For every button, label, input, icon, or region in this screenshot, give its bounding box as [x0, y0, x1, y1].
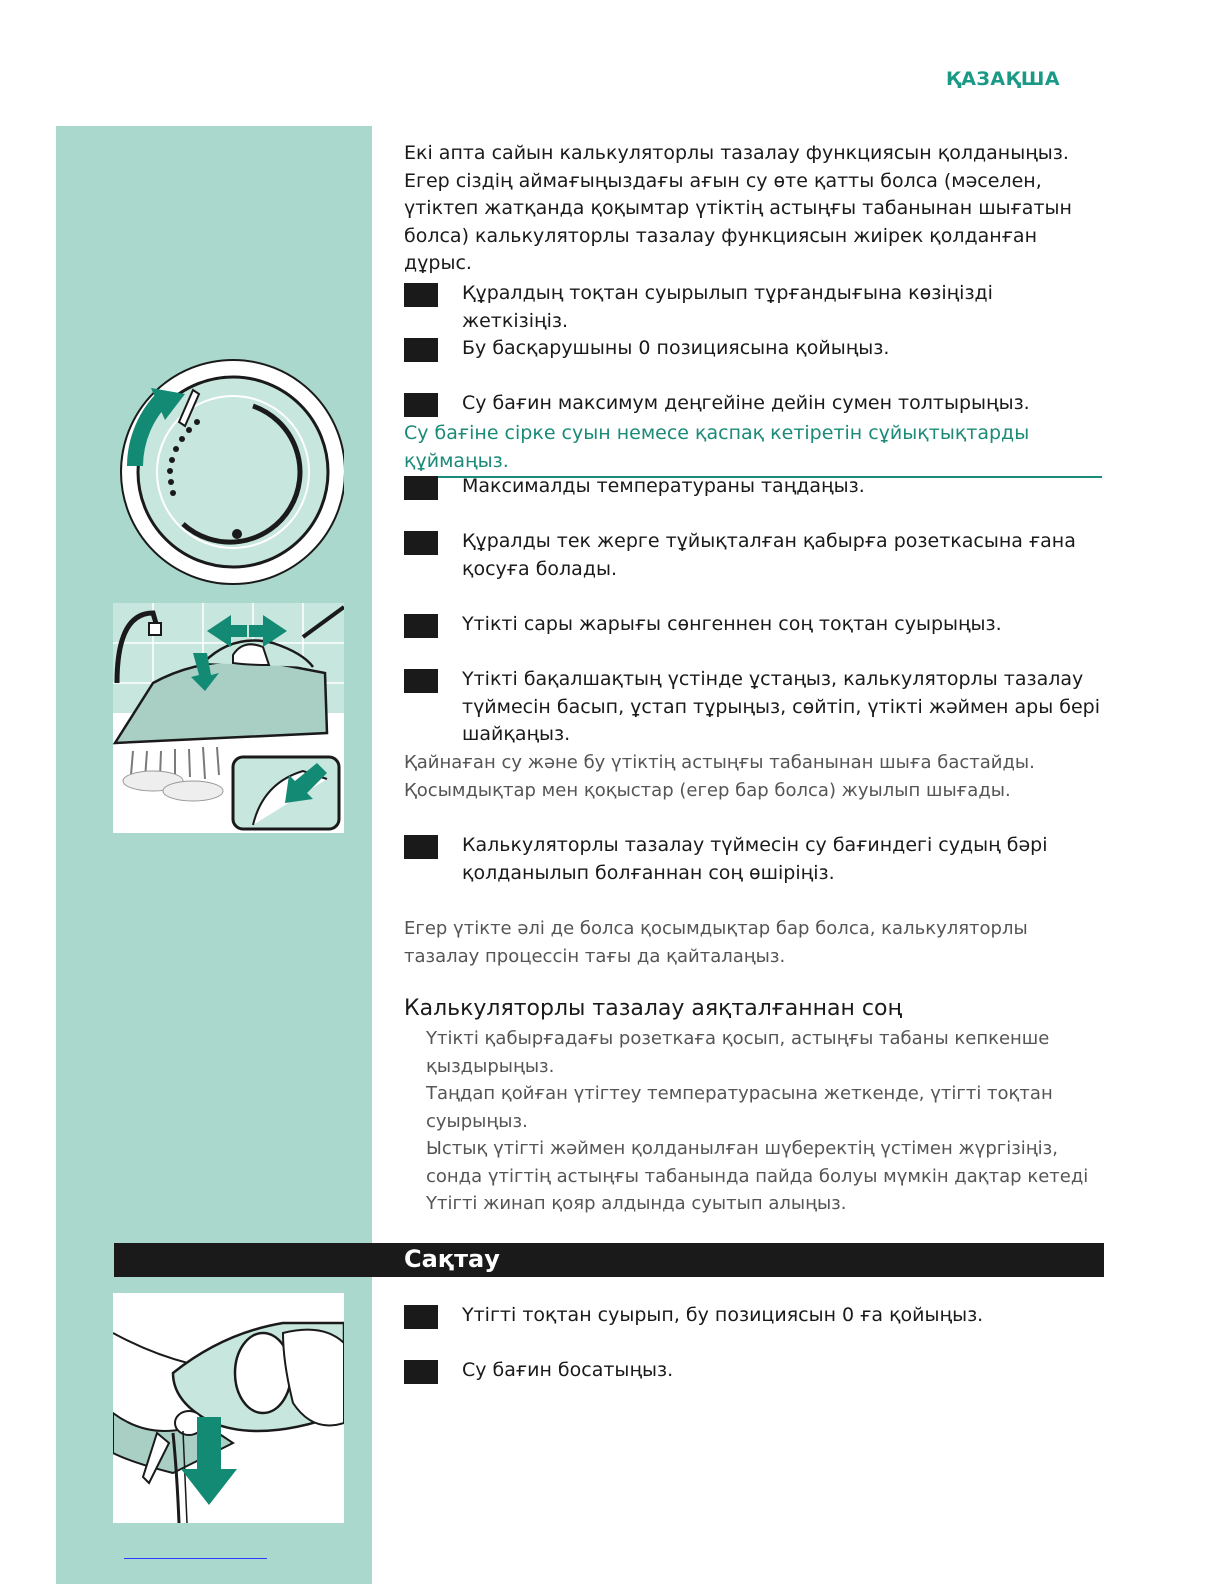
step-bullet: [404, 835, 438, 859]
empty-tank-illustration: [113, 1293, 344, 1523]
after-line-3: Ыстық үтігті жәймен қолданылған шүберектің үстімен жүргізіңіз, сонда үтігтің астыңғы табанында пайда болуы мүмкін дақтар кетеді: [426, 1138, 1089, 1187]
step-bullet: [404, 531, 438, 555]
descaling-iron-illustration: [113, 603, 344, 833]
step-text: Үтігті тоқтан суырып, бу позициясын 0 ға қойыңыз.: [462, 1304, 984, 1326]
step-text: Су бағин босатыңыз.: [462, 1359, 674, 1381]
step-text: Үтікті сары жарығы сөнгеннен соң тоқтан суырыңыз.: [462, 613, 1002, 635]
step-bullet: [404, 476, 438, 500]
storage-banner: [114, 1243, 1104, 1277]
step-bullet: [404, 669, 438, 693]
step-text: Су бағин максимум деңгейіне дейін сумен толтырыңыз.: [462, 392, 1030, 414]
storage-title: Сақтау: [404, 1245, 500, 1273]
boiling-note: Қайнаған су және бу үтіктің астыңғы табанынан шыға бастайды.: [404, 752, 1035, 773]
step-bullet: [404, 1360, 438, 1384]
step-text: Үтікті бақалшақтың үстінде ұстаңыз, калькуляторлы тазалау түймесін басып, ұстап тұрыңыз, сөйтіп, үтікті жәймен ары бері шайқаңыз.: [462, 668, 1101, 745]
step-bullet: [404, 1305, 438, 1329]
step-bullet: [404, 283, 438, 307]
step-text: Калькуляторлы тазалау түймесін су бағиндегі судың бәрі қолданылып болғаннан соң өшіріңіз.: [462, 834, 1048, 884]
after-descaling-heading: Калькуляторлы тазалау аяқталғаннан соң: [404, 996, 902, 1021]
step-bullet: [404, 338, 438, 362]
language-label: ҚАЗАҚША: [946, 68, 1061, 90]
footer-link-line: [124, 1558, 267, 1559]
step-bullet: [404, 614, 438, 638]
step-text: Максималды температураны таңдаңыз.: [462, 475, 865, 497]
impurities-note: Қосымдықтар мен қоқыстар (егер бар болса) жуылып шығады.: [404, 780, 1011, 801]
step-text: Бу басқарушыны 0 позициясына қойыңыз.: [462, 337, 890, 359]
after-line-4: Үтігті жинап қояр алдында суытып алыңыз.: [426, 1193, 847, 1214]
repeat-note: Егер үтікте әлі де болса қосымдықтар бар болса, калькуляторлы тазалау процессін тағы да қайталаңыз.: [404, 918, 1028, 967]
warning-note: Су бағіне сірке суын немесе қаспақ кетіретін сұйықтықтарды құймаңыз.: [404, 420, 1102, 478]
after-line-1: Үтікті қабырғадағы розеткаға қосып, астыңғы табаны кепкенше қыздырыңыз.: [426, 1028, 1050, 1077]
after-line-2: Таңдап қойған үтігтеу температурасына жеткенде, үтігті тоқтан суырыңыз.: [426, 1083, 1053, 1132]
intro-paragraph: Екі апта сайын калькуляторлы тазалау функциясын қолданыңыз. Егер сіздің аймағыңыздағы ағын су өте қатты болса (мәселен, үтіктеп жатқанда қоқымтар үтіктің астыңғы табанынан шығатын болса) калькуляторлы тазалау функциясын жиірек қолданған дұрыс.: [404, 142, 1072, 274]
step-text: Құралды тек жерге тұйықталған қабырға розеткасына ғана қосуға болады.: [462, 530, 1076, 580]
step-text: Құралдың тоқтан суырылып тұрғандығына көзіңізді жеткізіңіз.: [462, 282, 993, 332]
steam-dial-illustration: [113, 354, 344, 586]
step-bullet: [404, 393, 438, 417]
